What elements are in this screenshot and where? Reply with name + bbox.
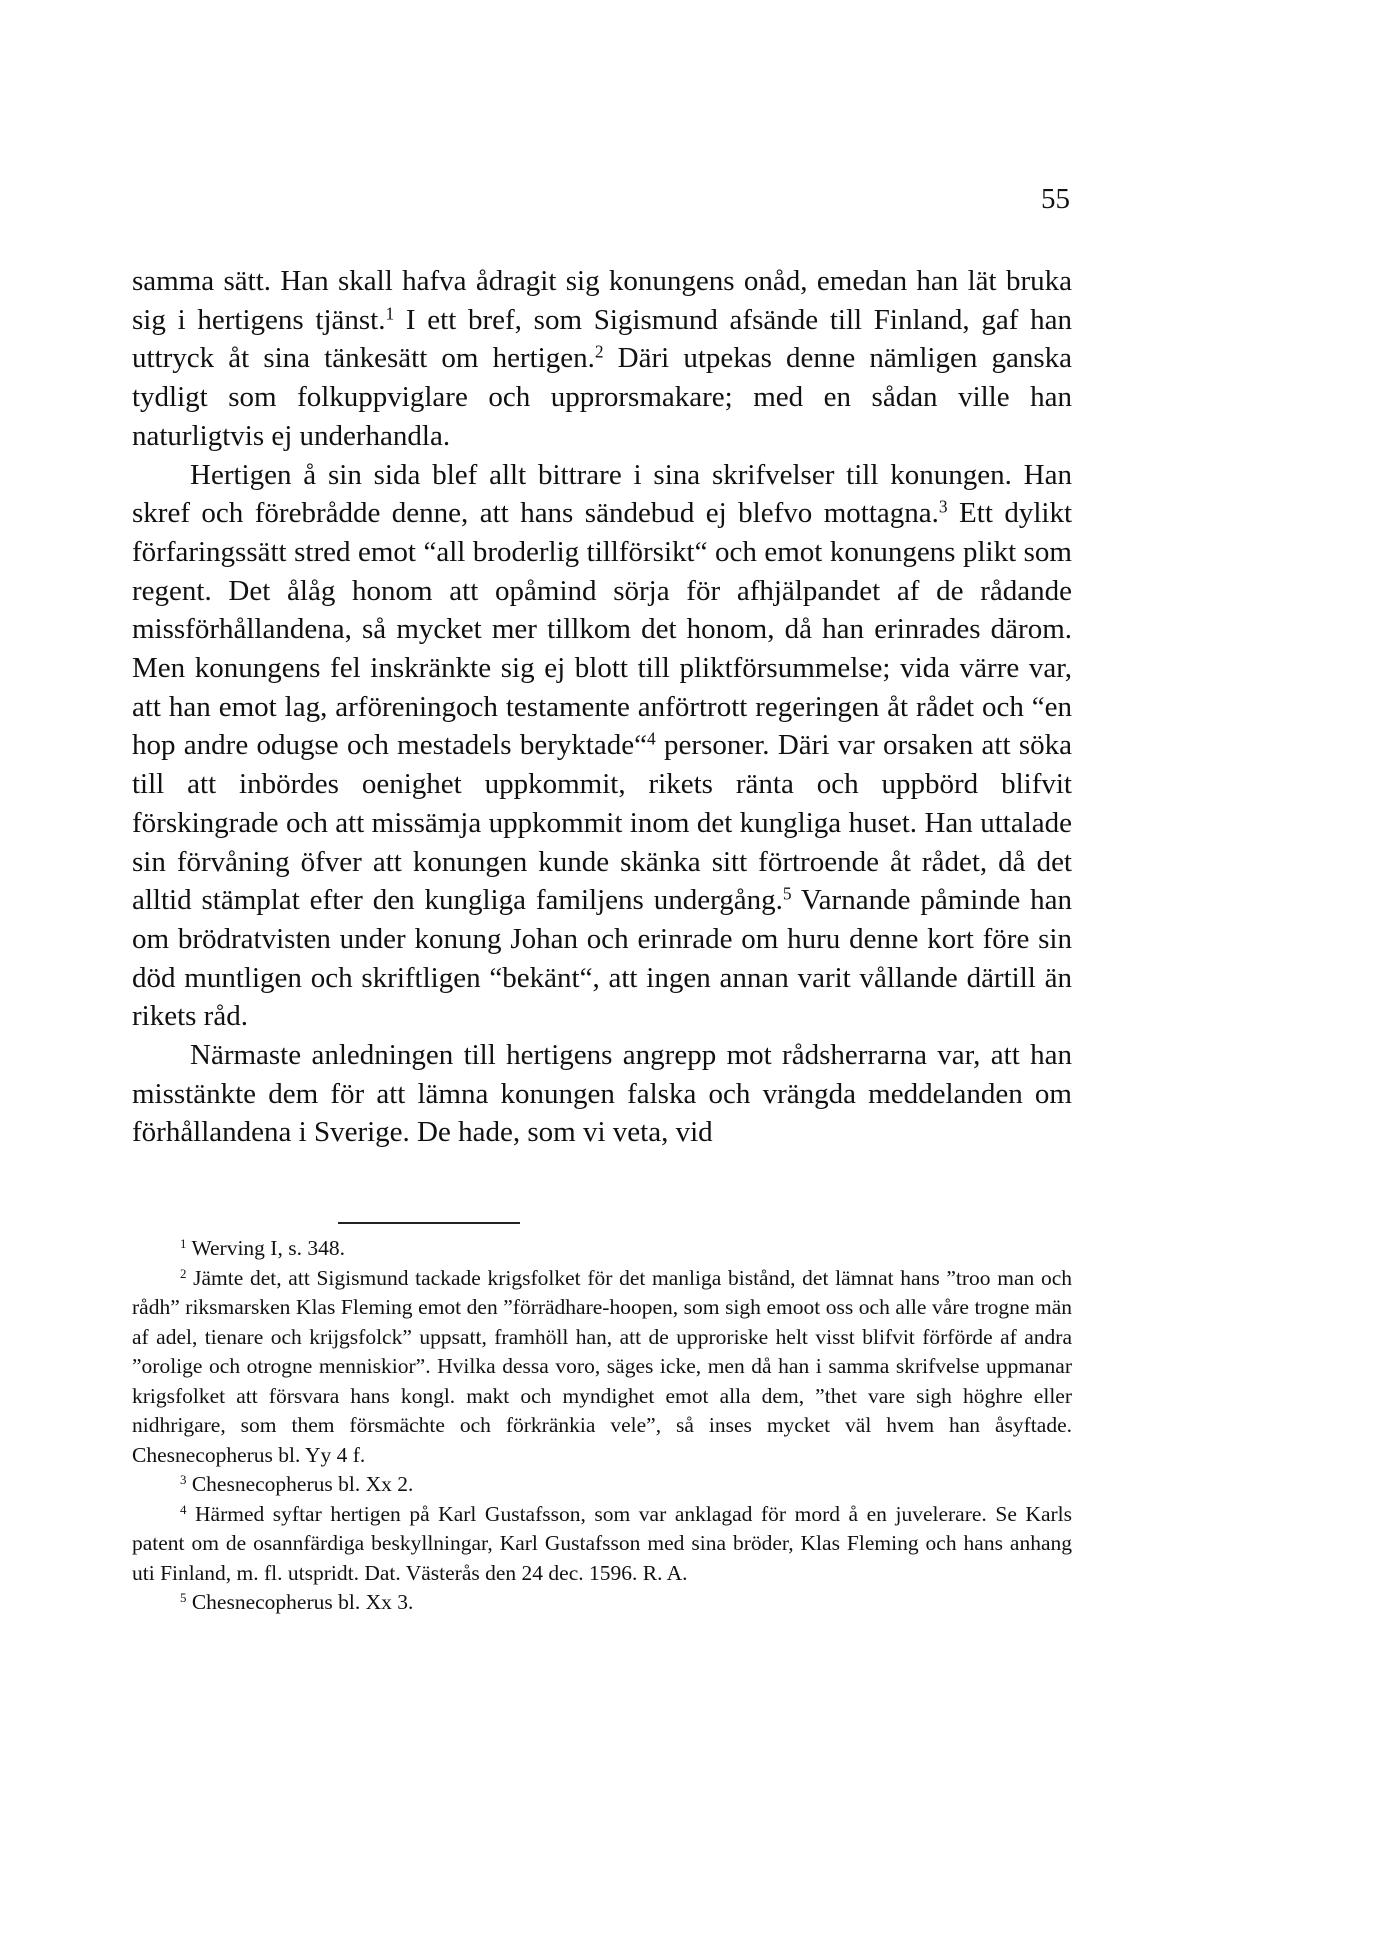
text-run: Däri utpekas denne nämligen ganska tydligt som folkuppviglare och upprorsmakare; med en sådan ville han naturligtvis ej underhandla. — [132, 342, 1072, 452]
text-run: Jämte det, att Sigismund tackade krigsfolket för det manliga bistånd, det lämnat hans ”troo man och rådh” riksmarsken Klas Fleming emot den ”förrädhare-hoopen, som sigh emoot oss och alle våre trogne män af adel, tienare och krijgsfolck” uppsatt, framhöll han, att de upproriske helt visst blifvit förförde af andra ”orolige och otrogne menniskior”. Hvilka dessa voro, säges icke, men då han i samma skrifvelse uppmanar krigsfolket att försvara hans kongl. makt och myndighet emot alla dem, ”thet vare sigh höghre eller nidhrigare, som them försmächte och förkränkia vele”, så inses mycket väl hvem han åsyftade. Chesnecopherus bl. Yy 4 f. — [132, 1265, 1072, 1467]
footnote-reference: 2 — [594, 341, 604, 362]
text-run: Werving I, s. 348. — [186, 1236, 345, 1260]
footnote-reference: 4 — [180, 1502, 187, 1517]
footnote — [132, 1500, 1072, 1589]
footnote-reference: 1 — [385, 303, 395, 324]
footnote-reference: 1 — [180, 1236, 187, 1251]
footnote — [132, 1588, 1072, 1618]
page-number: 55 — [1041, 183, 1070, 215]
footnote-reference: 2 — [180, 1266, 187, 1281]
footnote-reference: 5 — [782, 883, 792, 904]
body-text — [132, 262, 1072, 1152]
text-run: Chesnecopherus bl. Xx 3. — [186, 1590, 414, 1614]
footnote-reference: 4 — [647, 728, 656, 749]
footnotes — [132, 1234, 1072, 1618]
footnote-reference: 3 — [180, 1472, 187, 1487]
text-run: personer. Däri var orsaken att söka till att inbördes oenighet uppkommit, rikets ränta och uppbörd blifvit förskingrade och att missämja uppkommit inom det kungliga huset. Han uttalade sin förvåning öfver att konungen kunde skänka sitt förtroende åt rådet, då det alltid stämplat efter den kungliga familjens undergång. — [132, 729, 1072, 917]
paragraph — [132, 456, 1072, 1037]
text-run: Ett dylikt förfaringssätt stred emot “all broderlig tillförsikt“ och emot konungens plikt som regent. Det ålåg honom att opåmind sörja för afhjälpandet af de rådande missförhållandena, så mycket mer tillkom det honom, då han erinrades därom. Men konungens fel inskränkte sig ej blott till pliktförsummelse; vida värre var, att han emot lag, arföreningoch testamente anförtrott regeringen åt rådet och “en hop andre odugse och mestadels beryktade“ — [132, 497, 1073, 762]
footnote — [132, 1234, 1072, 1264]
text-run: Varnande påminde han om brödratvisten under konung Johan och erinrade om huru denne kort före sin död muntligen och skriftligen “bekänt“, att ingen annan varit vållande därtill än rikets råd. — [132, 884, 1072, 1033]
footnote-separator — [338, 1222, 520, 1224]
paragraph — [132, 262, 1072, 456]
footnote — [132, 1470, 1072, 1500]
text-run: Chesnecopherus bl. Xx 2. — [186, 1472, 414, 1496]
text-run: samma sätt. Han skall hafva ådragit sig konungens onåd, emedan han lät bruka sig i hertigens tjänst. — [132, 265, 1072, 336]
text-run: Härmed syftar hertigen på Karl Gustafsson, som var anklagad för mord å en juvelerare. Se Karls patent om de osannfärdiga beskyllningar, Karl Gustafsson med sina bröder, Klas Fleming och hans anhang uti Finland, m. fl. utspridt. Dat. Västerås den 24 dec. 1596. R. A. — [132, 1501, 1072, 1585]
text-run: Hertigen å sin sida blef allt bittrare i sina skrifvelser till konungen. Han skref och förebrådde denne, att hans sändebud ej blefvo mottagna. — [132, 458, 1072, 530]
text-run: Närmaste anledningen till hertigens angrepp mot rådsherrarna var, att han misstänkte dem för att lämna konungen falska och vrängda meddelanden om förhållandena i Sverige. De hade, som vi veta, vid — [132, 1039, 1072, 1149]
footnote-reference: 3 — [938, 496, 948, 517]
text-run: I ett bref, som Sigismund afsände till Finland, gaf han uttryck åt sina tänkesätt om hertigen. — [132, 303, 1073, 375]
footnote-reference: 5 — [180, 1590, 187, 1605]
paragraph — [132, 1036, 1072, 1152]
footnote — [132, 1264, 1072, 1471]
